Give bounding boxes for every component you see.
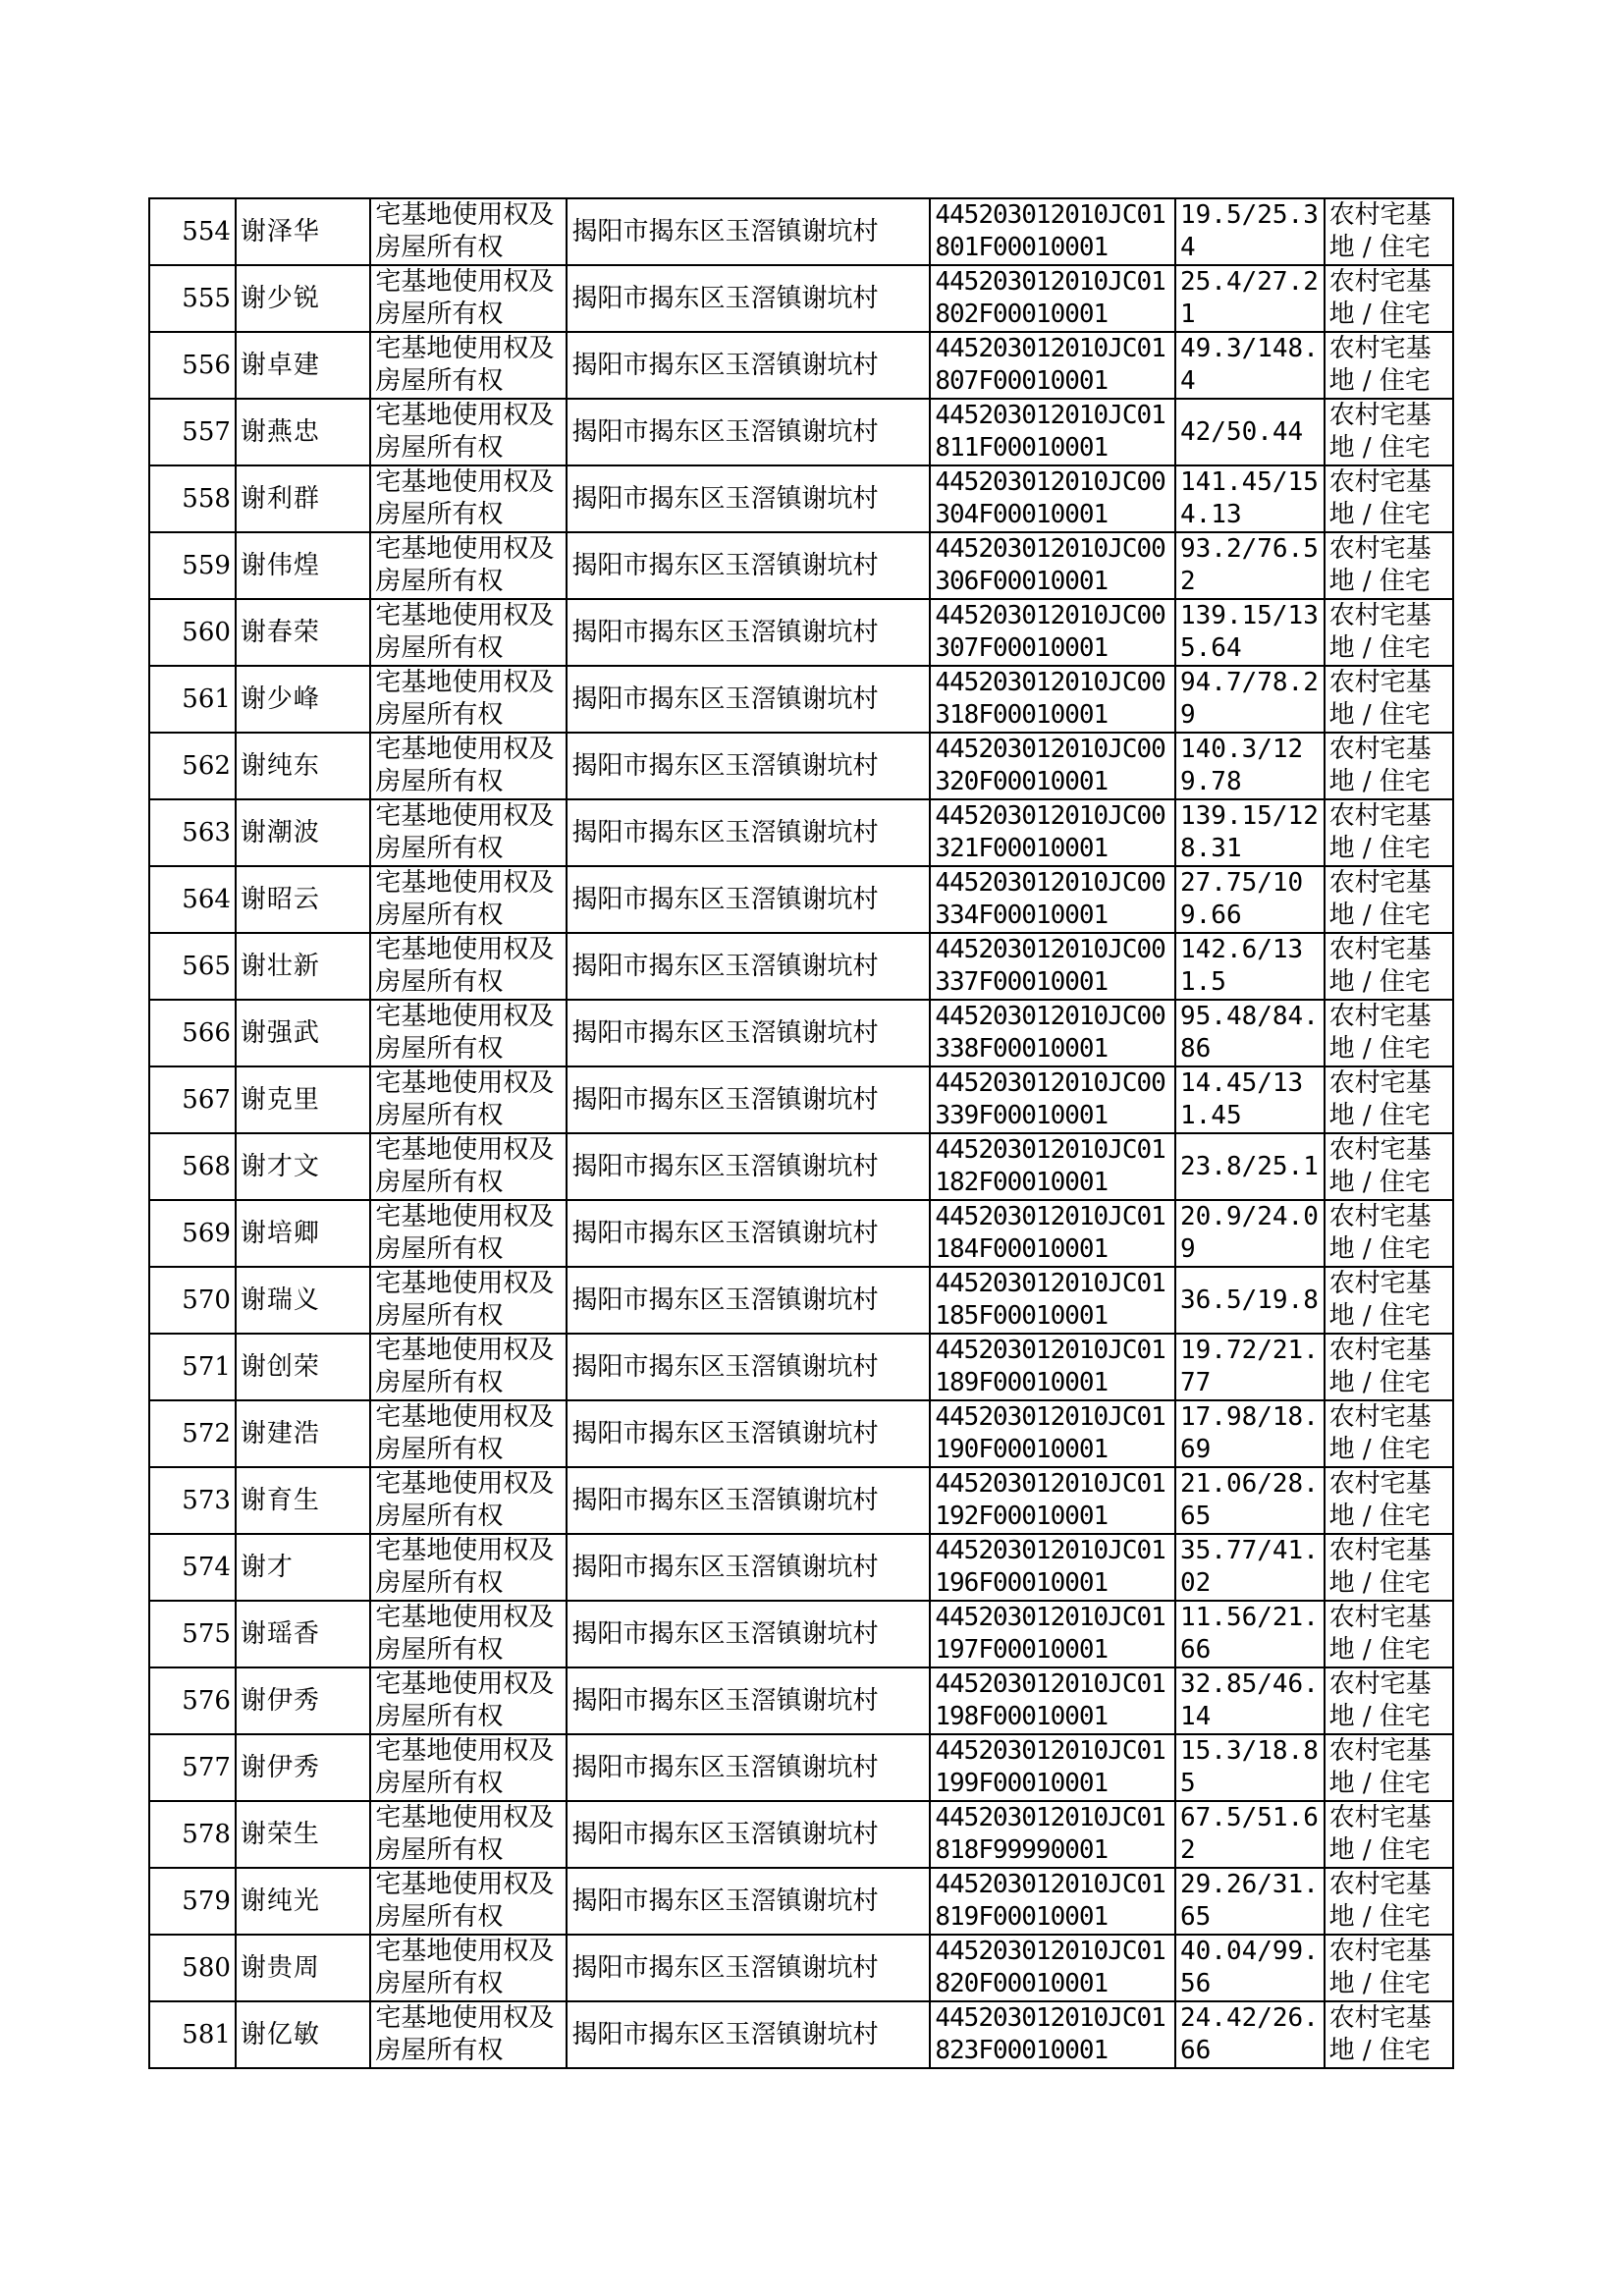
- usage-cell: 农村宅基地 / 住宅: [1325, 265, 1453, 332]
- unit-code-cell: 445203012010JC00320F00010001: [930, 733, 1175, 799]
- owner-name-cell: 谢克里: [236, 1066, 370, 1133]
- usage-cell: 农村宅基地 / 住宅: [1325, 1000, 1453, 1066]
- usage-cell: 农村宅基地 / 住宅: [1325, 465, 1453, 532]
- row-number-cell: 575: [149, 1601, 236, 1667]
- area-cell: 141.45/154.13: [1175, 465, 1325, 532]
- owner-name-cell: 谢利群: [236, 465, 370, 532]
- owner-name-cell: 谢瑞义: [236, 1267, 370, 1334]
- area-cell: 14.45/131.45: [1175, 1066, 1325, 1133]
- unit-code-cell: 445203012010JC01801F00010001: [930, 198, 1175, 265]
- right-type-cell: 宅基地使用权及房屋所有权: [370, 1734, 567, 1801]
- location-cell: 揭阳市揭东区玉滘镇谢坑村: [567, 465, 930, 532]
- right-type-cell: 宅基地使用权及房屋所有权: [370, 1000, 567, 1066]
- usage-cell: 农村宅基地 / 住宅: [1325, 1066, 1453, 1133]
- right-type-cell: 宅基地使用权及房屋所有权: [370, 666, 567, 733]
- usage-cell: 农村宅基地 / 住宅: [1325, 1734, 1453, 1801]
- table-row: [149, 1400, 1453, 1467]
- table-row: [149, 1667, 1453, 1734]
- owner-name-cell: 谢创荣: [236, 1334, 370, 1400]
- usage-cell: 农村宅基地 / 住宅: [1325, 733, 1453, 799]
- owner-name-cell: 谢少锐: [236, 265, 370, 332]
- owner-name-cell: 谢才: [236, 1534, 370, 1601]
- usage-cell: 农村宅基地 / 住宅: [1325, 1467, 1453, 1534]
- usage-cell: 农村宅基地 / 住宅: [1325, 198, 1453, 265]
- usage-cell: 农村宅基地 / 住宅: [1325, 1534, 1453, 1601]
- area-cell: 49.3/148.4: [1175, 332, 1325, 399]
- location-cell: 揭阳市揭东区玉滘镇谢坑村: [567, 733, 930, 799]
- location-cell: 揭阳市揭东区玉滘镇谢坑村: [567, 599, 930, 666]
- area-cell: 35.77/41.02: [1175, 1534, 1325, 1601]
- location-cell: 揭阳市揭东区玉滘镇谢坑村: [567, 198, 930, 265]
- unit-code-cell: 445203012010JC01823F00010001: [930, 2001, 1175, 2068]
- right-type-cell: 宅基地使用权及房屋所有权: [370, 399, 567, 465]
- table-body: [149, 198, 1453, 2068]
- area-cell: 20.9/24.09: [1175, 1200, 1325, 1267]
- registry-table: [148, 197, 1454, 2069]
- table-row: [149, 1801, 1453, 1868]
- row-number-cell: 556: [149, 332, 236, 399]
- usage-cell: 农村宅基地 / 住宅: [1325, 332, 1453, 399]
- owner-name-cell: 谢强武: [236, 1000, 370, 1066]
- row-number-cell: 578: [149, 1801, 236, 1868]
- owner-name-cell: 谢瑶香: [236, 1601, 370, 1667]
- owner-name-cell: 谢壮新: [236, 933, 370, 1000]
- owner-name-cell: 谢建浩: [236, 1400, 370, 1467]
- area-cell: 11.56/21.66: [1175, 1601, 1325, 1667]
- usage-cell: 农村宅基地 / 住宅: [1325, 866, 1453, 933]
- right-type-cell: 宅基地使用权及房屋所有权: [370, 2001, 567, 2068]
- owner-name-cell: 谢伟煌: [236, 532, 370, 599]
- area-cell: 95.48/84.86: [1175, 1000, 1325, 1066]
- usage-cell: 农村宅基地 / 住宅: [1325, 2001, 1453, 2068]
- area-cell: 27.75/109.66: [1175, 866, 1325, 933]
- right-type-cell: 宅基地使用权及房屋所有权: [370, 1868, 567, 1935]
- location-cell: 揭阳市揭东区玉滘镇谢坑村: [567, 666, 930, 733]
- right-type-cell: 宅基地使用权及房屋所有权: [370, 733, 567, 799]
- row-number-cell: 560: [149, 599, 236, 666]
- area-cell: 23.8/25.1: [1175, 1133, 1325, 1200]
- table-row: [149, 1601, 1453, 1667]
- table-row: [149, 1133, 1453, 1200]
- unit-code-cell: 445203012010JC01182F00010001: [930, 1133, 1175, 1200]
- right-type-cell: 宅基地使用权及房屋所有权: [370, 332, 567, 399]
- unit-code-cell: 445203012010JC00334F00010001: [930, 866, 1175, 933]
- location-cell: 揭阳市揭东区玉滘镇谢坑村: [567, 1534, 930, 1601]
- location-cell: 揭阳市揭东区玉滘镇谢坑村: [567, 1935, 930, 2001]
- table-row: [149, 1734, 1453, 1801]
- location-cell: 揭阳市揭东区玉滘镇谢坑村: [567, 1601, 930, 1667]
- unit-code-cell: 445203012010JC01192F00010001: [930, 1467, 1175, 1534]
- owner-name-cell: 谢潮波: [236, 799, 370, 866]
- table-row: [149, 1534, 1453, 1601]
- area-cell: 19.72/21.77: [1175, 1334, 1325, 1400]
- location-cell: 揭阳市揭东区玉滘镇谢坑村: [567, 332, 930, 399]
- right-type-cell: 宅基地使用权及房屋所有权: [370, 465, 567, 532]
- location-cell: 揭阳市揭东区玉滘镇谢坑村: [567, 1334, 930, 1400]
- unit-code-cell: 445203012010JC00306F00010001: [930, 532, 1175, 599]
- table-row: [149, 1334, 1453, 1400]
- unit-code-cell: 445203012010JC01807F00010001: [930, 332, 1175, 399]
- unit-code-cell: 445203012010JC01198F00010001: [930, 1667, 1175, 1734]
- location-cell: 揭阳市揭东区玉滘镇谢坑村: [567, 1801, 930, 1868]
- unit-code-cell: 445203012010JC01196F00010001: [930, 1534, 1175, 1601]
- usage-cell: 农村宅基地 / 住宅: [1325, 532, 1453, 599]
- unit-code-cell: 445203012010JC00318F00010001: [930, 666, 1175, 733]
- table-row: [149, 799, 1453, 866]
- location-cell: 揭阳市揭东区玉滘镇谢坑村: [567, 399, 930, 465]
- right-type-cell: 宅基地使用权及房屋所有权: [370, 1935, 567, 2001]
- unit-code-cell: 445203012010JC01820F00010001: [930, 1935, 1175, 2001]
- right-type-cell: 宅基地使用权及房屋所有权: [370, 1467, 567, 1534]
- right-type-cell: 宅基地使用权及房屋所有权: [370, 933, 567, 1000]
- row-number-cell: 564: [149, 866, 236, 933]
- area-cell: 17.98/18.69: [1175, 1400, 1325, 1467]
- table-row: [149, 666, 1453, 733]
- row-number-cell: 568: [149, 1133, 236, 1200]
- table-row: [149, 198, 1453, 265]
- table-row: [149, 265, 1453, 332]
- row-number-cell: 554: [149, 198, 236, 265]
- row-number-cell: 579: [149, 1868, 236, 1935]
- usage-cell: 农村宅基地 / 住宅: [1325, 1935, 1453, 2001]
- right-type-cell: 宅基地使用权及房屋所有权: [370, 1801, 567, 1868]
- right-type-cell: 宅基地使用权及房屋所有权: [370, 866, 567, 933]
- row-number-cell: 558: [149, 465, 236, 532]
- location-cell: 揭阳市揭东区玉滘镇谢坑村: [567, 1467, 930, 1534]
- row-number-cell: 573: [149, 1467, 236, 1534]
- location-cell: 揭阳市揭东区玉滘镇谢坑村: [567, 1066, 930, 1133]
- owner-name-cell: 谢才文: [236, 1133, 370, 1200]
- area-cell: 93.2/76.52: [1175, 532, 1325, 599]
- location-cell: 揭阳市揭东区玉滘镇谢坑村: [567, 1734, 930, 1801]
- row-number-cell: 563: [149, 799, 236, 866]
- location-cell: 揭阳市揭东区玉滘镇谢坑村: [567, 1667, 930, 1734]
- row-number-cell: 562: [149, 733, 236, 799]
- row-number-cell: 557: [149, 399, 236, 465]
- row-number-cell: 570: [149, 1267, 236, 1334]
- usage-cell: 农村宅基地 / 住宅: [1325, 666, 1453, 733]
- right-type-cell: 宅基地使用权及房屋所有权: [370, 1267, 567, 1334]
- owner-name-cell: 谢卓建: [236, 332, 370, 399]
- table-row: [149, 1868, 1453, 1935]
- location-cell: 揭阳市揭东区玉滘镇谢坑村: [567, 265, 930, 332]
- right-type-cell: 宅基地使用权及房屋所有权: [370, 1200, 567, 1267]
- location-cell: 揭阳市揭东区玉滘镇谢坑村: [567, 1400, 930, 1467]
- row-number-cell: 555: [149, 265, 236, 332]
- usage-cell: 农村宅基地 / 住宅: [1325, 933, 1453, 1000]
- row-number-cell: 581: [149, 2001, 236, 2068]
- right-type-cell: 宅基地使用权及房屋所有权: [370, 1066, 567, 1133]
- table-row: [149, 332, 1453, 399]
- right-type-cell: 宅基地使用权及房屋所有权: [370, 1601, 567, 1667]
- right-type-cell: 宅基地使用权及房屋所有权: [370, 1334, 567, 1400]
- usage-cell: 农村宅基地 / 住宅: [1325, 1267, 1453, 1334]
- right-type-cell: 宅基地使用权及房屋所有权: [370, 1400, 567, 1467]
- location-cell: 揭阳市揭东区玉滘镇谢坑村: [567, 532, 930, 599]
- row-number-cell: 577: [149, 1734, 236, 1801]
- table-row: [149, 1467, 1453, 1534]
- area-cell: 139.15/135.64: [1175, 599, 1325, 666]
- owner-name-cell: 谢昭云: [236, 866, 370, 933]
- location-cell: 揭阳市揭东区玉滘镇谢坑村: [567, 1267, 930, 1334]
- row-number-cell: 569: [149, 1200, 236, 1267]
- unit-code-cell: 445203012010JC01802F00010001: [930, 265, 1175, 332]
- location-cell: 揭阳市揭东区玉滘镇谢坑村: [567, 1000, 930, 1066]
- usage-cell: 农村宅基地 / 住宅: [1325, 1601, 1453, 1667]
- table-row: [149, 866, 1453, 933]
- location-cell: 揭阳市揭东区玉滘镇谢坑村: [567, 2001, 930, 2068]
- right-type-cell: 宅基地使用权及房屋所有权: [370, 799, 567, 866]
- row-number-cell: 566: [149, 1000, 236, 1066]
- table-row: [149, 1267, 1453, 1334]
- owner-name-cell: 谢荣生: [236, 1801, 370, 1868]
- owner-name-cell: 谢伊秀: [236, 1734, 370, 1801]
- owner-name-cell: 谢伊秀: [236, 1667, 370, 1734]
- area-cell: 19.5/25.34: [1175, 198, 1325, 265]
- area-cell: 42/50.44: [1175, 399, 1325, 465]
- unit-code-cell: 445203012010JC01185F00010001: [930, 1267, 1175, 1334]
- area-cell: 25.4/27.21: [1175, 265, 1325, 332]
- usage-cell: 农村宅基地 / 住宅: [1325, 799, 1453, 866]
- right-type-cell: 宅基地使用权及房屋所有权: [370, 1667, 567, 1734]
- area-cell: 40.04/99.56: [1175, 1935, 1325, 2001]
- area-cell: 140.3/129.78: [1175, 733, 1325, 799]
- usage-cell: 农村宅基地 / 住宅: [1325, 399, 1453, 465]
- table-row: [149, 1066, 1453, 1133]
- owner-name-cell: 谢春荣: [236, 599, 370, 666]
- area-cell: 29.26/31.65: [1175, 1868, 1325, 1935]
- table-row: [149, 1200, 1453, 1267]
- location-cell: 揭阳市揭东区玉滘镇谢坑村: [567, 1200, 930, 1267]
- right-type-cell: 宅基地使用权及房屋所有权: [370, 198, 567, 265]
- unit-code-cell: 445203012010JC01818F99990001: [930, 1801, 1175, 1868]
- right-type-cell: 宅基地使用权及房屋所有权: [370, 599, 567, 666]
- unit-code-cell: 445203012010JC01189F00010001: [930, 1334, 1175, 1400]
- row-number-cell: 576: [149, 1667, 236, 1734]
- area-cell: 67.5/51.62: [1175, 1801, 1325, 1868]
- right-type-cell: 宅基地使用权及房屋所有权: [370, 1133, 567, 1200]
- usage-cell: 农村宅基地 / 住宅: [1325, 1133, 1453, 1200]
- area-cell: 15.3/18.85: [1175, 1734, 1325, 1801]
- area-cell: 94.7/78.29: [1175, 666, 1325, 733]
- table-row: [149, 1000, 1453, 1066]
- owner-name-cell: 谢育生: [236, 1467, 370, 1534]
- unit-code-cell: 445203012010JC00321F00010001: [930, 799, 1175, 866]
- row-number-cell: 561: [149, 666, 236, 733]
- table-row: [149, 1935, 1453, 2001]
- area-cell: 21.06/28.65: [1175, 1467, 1325, 1534]
- row-number-cell: 567: [149, 1066, 236, 1133]
- usage-cell: 农村宅基地 / 住宅: [1325, 1400, 1453, 1467]
- table-row: [149, 532, 1453, 599]
- area-cell: 139.15/128.31: [1175, 799, 1325, 866]
- usage-cell: 农村宅基地 / 住宅: [1325, 1801, 1453, 1868]
- right-type-cell: 宅基地使用权及房屋所有权: [370, 1534, 567, 1601]
- unit-code-cell: 445203012010JC01197F00010001: [930, 1601, 1175, 1667]
- location-cell: 揭阳市揭东区玉滘镇谢坑村: [567, 799, 930, 866]
- unit-code-cell: 445203012010JC00337F00010001: [930, 933, 1175, 1000]
- owner-name-cell: 谢纯光: [236, 1868, 370, 1935]
- unit-code-cell: 445203012010JC00339F00010001: [930, 1066, 1175, 1133]
- area-cell: 32.85/46.14: [1175, 1667, 1325, 1734]
- owner-name-cell: 谢纯东: [236, 733, 370, 799]
- table-row: [149, 599, 1453, 666]
- unit-code-cell: 445203012010JC00307F00010001: [930, 599, 1175, 666]
- location-cell: 揭阳市揭东区玉滘镇谢坑村: [567, 933, 930, 1000]
- usage-cell: 农村宅基地 / 住宅: [1325, 599, 1453, 666]
- unit-code-cell: 445203012010JC01819F00010001: [930, 1868, 1175, 1935]
- owner-name-cell: 谢少峰: [236, 666, 370, 733]
- unit-code-cell: 445203012010JC01190F00010001: [930, 1400, 1175, 1467]
- location-cell: 揭阳市揭东区玉滘镇谢坑村: [567, 1133, 930, 1200]
- row-number-cell: 571: [149, 1334, 236, 1400]
- unit-code-cell: 445203012010JC01811F00010001: [930, 399, 1175, 465]
- area-cell: 36.5/19.8: [1175, 1267, 1325, 1334]
- table-row: [149, 933, 1453, 1000]
- owner-name-cell: 谢培卿: [236, 1200, 370, 1267]
- row-number-cell: 572: [149, 1400, 236, 1467]
- table-row: [149, 733, 1453, 799]
- row-number-cell: 565: [149, 933, 236, 1000]
- unit-code-cell: 445203012010JC00304F00010001: [930, 465, 1175, 532]
- unit-code-cell: 445203012010JC00338F00010001: [930, 1000, 1175, 1066]
- location-cell: 揭阳市揭东区玉滘镇谢坑村: [567, 1868, 930, 1935]
- usage-cell: 农村宅基地 / 住宅: [1325, 1868, 1453, 1935]
- row-number-cell: 559: [149, 532, 236, 599]
- table-row: [149, 399, 1453, 465]
- table-row: [149, 465, 1453, 532]
- right-type-cell: 宅基地使用权及房屋所有权: [370, 265, 567, 332]
- area-cell: 142.6/131.5: [1175, 933, 1325, 1000]
- usage-cell: 农村宅基地 / 住宅: [1325, 1334, 1453, 1400]
- owner-name-cell: 谢泽华: [236, 198, 370, 265]
- unit-code-cell: 445203012010JC01199F00010001: [930, 1734, 1175, 1801]
- usage-cell: 农村宅基地 / 住宅: [1325, 1667, 1453, 1734]
- location-cell: 揭阳市揭东区玉滘镇谢坑村: [567, 866, 930, 933]
- owner-name-cell: 谢亿敏: [236, 2001, 370, 2068]
- row-number-cell: 574: [149, 1534, 236, 1601]
- area-cell: 24.42/26.66: [1175, 2001, 1325, 2068]
- owner-name-cell: 谢贵周: [236, 1935, 370, 2001]
- row-number-cell: 580: [149, 1935, 236, 2001]
- owner-name-cell: 谢燕忠: [236, 399, 370, 465]
- table-row: [149, 2001, 1453, 2068]
- usage-cell: 农村宅基地 / 住宅: [1325, 1200, 1453, 1267]
- unit-code-cell: 445203012010JC01184F00010001: [930, 1200, 1175, 1267]
- right-type-cell: 宅基地使用权及房屋所有权: [370, 532, 567, 599]
